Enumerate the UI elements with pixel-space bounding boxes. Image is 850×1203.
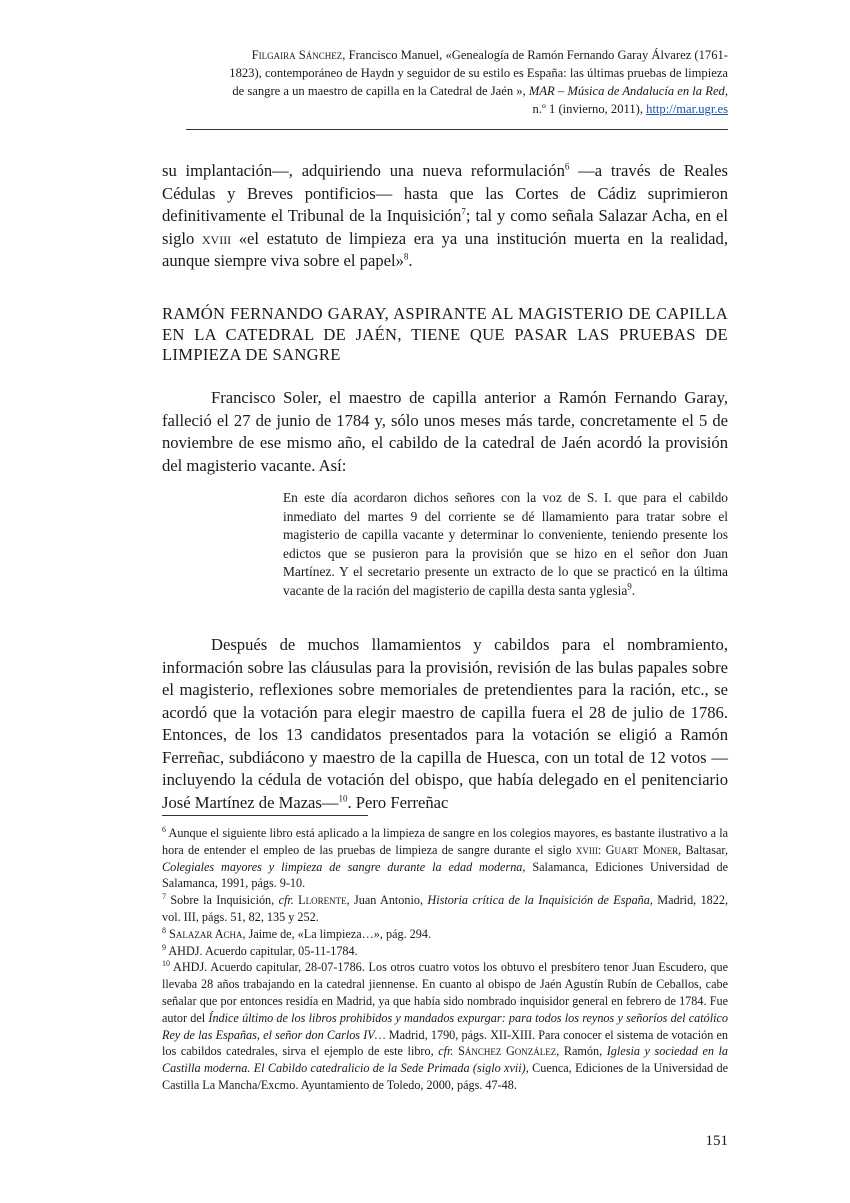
footnote-ref-8[interactable]: 8 (403, 251, 409, 262)
paragraph-2: Francisco Soler, el maestro de capilla anterior a Ramón Fernando Garay, falleció el 27 de junio de 1784 y, sólo unos meses más tarde, concretamente el 5 de noviembre de ese mismo año, el cabildo de la catedral de Jaén acordó la provisión del magisterio vacante. Así: (162, 388, 728, 475)
paragraph-1: su implantación—, adquiriendo una nueva reformulación$^6$ —a través de Reales Cédulas y Breves pontificios— hasta que las Cortes de Cádiz suprimieron definitivamente el Tribunal de la Inquisición$^7$; tal y como señala Salazar Acha, en el siglo xviii «el estatuto de limpieza era ya una institución muerta en la realidad, aunque siempre viva sobre el papel»$^8$. (162, 161, 729, 270)
footnote-ref-7[interactable]: 7 (461, 206, 466, 217)
footnote-ref-9[interactable]: 9 (627, 581, 632, 592)
header-line-2: 1823), contemporáneo de Haydn y seguidor de su estilo es España: las últimas pruebas de limpieza (229, 66, 728, 80)
footnote-9: $^9$ AHDJ. Acuerdo capitular, 05-11-1784. (162, 942, 358, 958)
paragraph-3: Después de muchos llamamientos y cabildos para el nombramiento, información sobre las cláusulas para la provisión, revisión de las bulas papales sobre el magisterio, reflexiones sobre memoriales de pretendientes para la ración, etc., se acordó que la votación para elegir maestro de capilla fuera el 28 de julio de 1786. Entonces, de los 13 candidatos presentados para la votación se eligió a Ramón Ferreñac, subdiácono y maestro de la capilla de Huesca, con un total de 12 votos —incluyendo la cédula de votación del obispo, que había delegado en el penitenciario José Martínez de Mazas—$^{10}$. Pero Ferreñac (162, 635, 728, 812)
footnote-divider (162, 815, 368, 816)
running-header (160, 46, 728, 118)
footnote-7: $^7$ Sobre la Inquisición, cfr. Llorente, Juan Antonio, Historia crítica de la Inquisición de España, Madrid, 1822, vol. III, págs. 51, 82, 135 y 252. (162, 892, 728, 924)
header-author: Filgaira Sánchez (251, 48, 343, 62)
footnote-6: $^6$ Aunque el siguiente libro está aplicado a la limpieza de sangre en los colegios mayores, es bastante ilustrativo a la hora de entender el empleo de las pruebas de limpieza de sangre durante el siglo xviii: Guart Moner, Baltasar, Colegiales mayores y limpieza de sangre durante la edad moderna, Salamanca, Ediciones Universidad de Salamanca, 1991, págs. 9-10. (162, 824, 728, 891)
footnote-10: $^{10}$ AHDJ. Acuerdo capitular, 28-07-1786. Los otros cuatro votos los obtuvo el presbítero tenor Juan Escudero, que llevaba 28 años trabajando en la catedral jiennense. En cuanto al obispo de Jaén Agustín Rubín de Ceballos, cabe señalar que por entonces residía en Madrid, ya que había sido nombrado inquisidor general en febrero de 1784. Fue autor del Índice último de los libros prohibidos y mandados expurgar: para todos los reynos y señoríos del católico Rey de las Españas, el señor don Carlos IV… Madrid, 1790, págs. XII-XIII. Para conocer el sistema de votación en los cabildos catedrales, sirva el ejemplo de este libro, cfr. Sánchez González, Ramón, Iglesia y sociedad en la Castilla moderna. El Cabildo catedralicio de la Sede Primada (siglo xvii), Cuenca, Ediciones de la Universidad de Castilla La Mancha/Excmo. Ayuntamiento de Toledo, 2000, págs. 47-48. (162, 959, 729, 1092)
page-number: 151 (705, 1133, 728, 1149)
footnote-ref-6[interactable]: 6 (564, 161, 570, 172)
section-heading: RAMÓN FERNANDO GARAY, ASPIRANTE AL MAGISTERIO DE CAPILLA EN LA CATEDRAL DE JAÉN, TIENE QUE PASAR LAS PRUEBAS DE LIMPIEZA DE SANGRE (162, 304, 728, 364)
block-quote: En este día acordaron dichos señores con la voz de S. I. que para el cabildo inmediato del martes 9 del corriente se dé llamamiento para tratar sobre el magisterio de capilla vacante y determinar lo conveniente, teniendo presente los edictos que se pusieron para la provisión que se hizo en el señor don Juan Martínez. Y el secretario presente un extracto de lo que se practicó en la última vacante de la ración del magisterio de capilla desta santa yglesia$^9$. (283, 490, 728, 598)
footnotes (162, 825, 728, 1094)
header-line-4: n.º 1 (invierno, 2011), http://mar.ugr.es (532, 102, 728, 116)
footnote-8: $^8$ Salazar Acha, Jaime de, «La limpieza…», pág. 294. (162, 925, 432, 941)
header-line-3: de sangre a un maestro de capilla en la Catedral de Jaén », MAR – Música de Andalucía en la Red, (232, 84, 728, 98)
header-line-1: Filgaira Sánchez, Francisco Manuel, «Genealogía de Ramón Fernando Garay Álvarez (1761- (251, 48, 728, 62)
journal-link[interactable]: http://mar.ugr.es (646, 102, 728, 116)
journal-title: MAR – Música de Andalucía en la Red (528, 84, 725, 98)
footnote-ref-10[interactable]: 10 (338, 792, 348, 803)
header-divider (186, 129, 728, 130)
